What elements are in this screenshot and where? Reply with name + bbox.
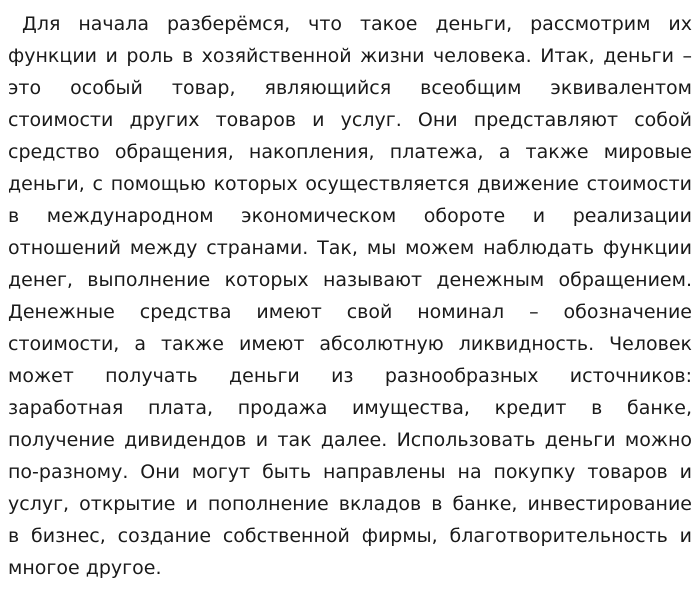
text-line: деньги, с помощью которых осуществляется движение стоимости xyxy=(8,173,692,195)
text-line: в бизнес, создание собственной фирмы, благотворительность и xyxy=(8,525,692,547)
text-line: может получать деньги из разнообразных источников: xyxy=(8,365,692,387)
text-line: услуг, открытие и пополнение вкладов в банке, инвестирование xyxy=(8,493,692,515)
text-line: средство обращения, накопления, платежа, а также мировые xyxy=(8,141,692,163)
text-line: Для начала разберёмся, что такое деньги, рассмотрим их xyxy=(22,13,692,35)
text-line: Денежные средства имеют свой номинал – обозначение xyxy=(8,301,692,323)
text-line: это особый товар, являющийся всеобщим эквивалентом xyxy=(8,77,692,99)
text-line: отношений между странами. Так, мы можем наблюдать функции xyxy=(8,237,692,259)
document-paragraph xyxy=(8,8,692,584)
text-line: функции и роль в хозяйственной жизни человека. Итак, деньги – xyxy=(8,45,692,67)
text-line: по-разному. Они могут быть направлены на покупку товаров и xyxy=(8,461,692,483)
text-line: стоимости других товаров и услуг. Они представляют собой xyxy=(8,109,692,131)
text-line: денег, выполнение которых называют денежным обращением. xyxy=(8,269,692,291)
text-line: получение дивидендов и так далее. Использовать деньги можно xyxy=(8,429,692,451)
text-line: заработная плата, продажа имущества, кредит в банке, xyxy=(8,397,692,419)
text-line: многое другое. xyxy=(8,557,162,579)
text-line: стоимости, а также имеют абсолютную ликвидность. Человек xyxy=(8,333,692,355)
text-line: в международном экономическом обороте и реализации xyxy=(8,205,692,227)
